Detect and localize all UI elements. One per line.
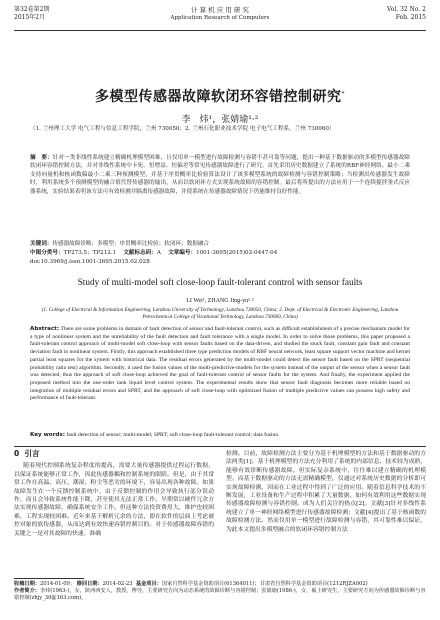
doc-code-label: 文献标志码： (123, 250, 157, 256)
fund-label: 基金项目： (135, 581, 162, 587)
bio-text: 李炜(1963-)，女，陕西西安人，教授，博导，主要研究方向为动态系统的故障诊断与容错控制；张婧瑜(1986-)，女，硕士研究生，主要研究方向为传感器故障诊断与容错控制(zhjy_30@163.com)。 (14, 588, 426, 601)
keywords-en-label: Key words: (30, 432, 65, 438)
footnote (14, 581, 426, 602)
abstract-zh-label: 摘 要： (30, 155, 53, 161)
body-column-left (14, 450, 214, 538)
title-zh-text: 多模型传感器故障软闭环容错控制研究 (95, 89, 342, 105)
date-zh: 2015年2月 (14, 14, 46, 21)
classification-zh (30, 249, 410, 257)
revised-label: 修回日期： (76, 581, 103, 587)
keywords-en (30, 432, 410, 440)
abstract-en-label: Abstract: (30, 326, 60, 332)
header-right (387, 6, 426, 22)
footnote-rule (14, 578, 84, 579)
title-en: Study of multi-model soft close-loop fault-tolerant control with sensor faults (77, 278, 363, 288)
footnote-bio (14, 588, 426, 602)
journal-name-en: Application Research of Computers (170, 15, 270, 21)
section-heading (14, 450, 214, 458)
affiliation-zh: （1. 兰州理工大学 电气工程与信息工程学院，兰州 730050；2. 兰州石化职业技术学院 电子电气工程系，兰州 730060） (30, 126, 335, 132)
volume-en: Vol. 32 No. 2 (386, 6, 426, 13)
received-label: 收稿日期： (14, 581, 40, 587)
volume-zh: 第32卷第2期 (14, 6, 50, 13)
doi: doi:10.3969/j.issn.1001-3695.2015.02.028 (30, 259, 150, 265)
abstract-en (30, 326, 410, 403)
section-title: 引言 (24, 449, 40, 458)
abstract-zh-text: 针对一类非线性系统建立精确机理模型困难、且仅用单一模型进行故障检测与容错不甚可靠等问题，提出一种基于数据驱动的多模型传感器故障软闭环容错控制方法，并对非线性系统中卡死、恒增益、恒偏差等常见传感器故障进行了研究。首先采用历史数据建立了系统的RBF神经网络、最小二乘支持向量机和核函数偏最小二乘三种预测模型，并基于序贯概率比检验算法设计了该多模型系统的故障检测与容错控制策略；当检测出传感器发生故障时，利用系统多个预测模型的融合值代替传感器的输出，从而以软闭环方式实现系统故障的容错控制。最后将所提出的方法应用于一个连续搅拌釜式反应器系统，实验结果表明该方法可有效检测并隔离传感器故障，并使系统在传感器故障情况下仍能维持良好性能。 (30, 155, 410, 195)
affiliation-en: (1. College of Electrical & Information Engineering, Lanzhou University of Technology, Lanzhou 730050, China; 2. Dept. of Electrical & Electronic Engineering, Lanzhou Petrochemical College of Vocational Technology, Lanzhou 730060, China) (41, 307, 399, 320)
revised-date: 2014-02-23 (102, 581, 133, 587)
body-paragraph-right: 检测。目前，故障检测方法主要分为基于机理模型的方法和基于数据驱动的方法两类[1]。基于机理模型的方法充分利用了系统的内部信息，技术较为成熟，能够有效诊断传感器故障。但实际复杂系统中，往往难以建立精确的机理模型。而基于数据驱动的方法无需精确模型，仅通过对系统历史数据的分析即可实现故障检测，因而在工业过程中得到了广泛的应用。随着信息科学技术的不断发展，工业设备和生产过程中积累了大量数据，如何有效利用这些数据实现传感器故障检测与容错控制，成为人们关注的热点[2]。文献[3]针对非线性系统建立了单一神经网络模型进行传感器故障检测；文献[4]提出了基于核函数的故障检测方法。然而仅用单一模型进行故障检测与容错，其可靠性难以保证，为此本文提出多模型融合的软闭环容错控制方法 (226, 451, 426, 533)
footnote-dates: 收稿日期：2014-01-09； 修回日期：2014-02-23 基金项目：国家自然科学基金资助项目(61364011)；甘肃省自然科学基金资助项目(1212RJZA002) (14, 581, 368, 587)
received-date: 2014-01-09 (39, 581, 70, 587)
header-rule (14, 30, 426, 31)
bio-label: 作者简介： (14, 588, 40, 594)
body-paragraph-left: 随着现代控制系统复杂程度的提高，需要大量传感器提供过程运行数据，以保证系统能够正常工作，因此传感器耦和控制系统的眼睛。但是，由于其常常工作在高温、高压、潮湿、粉尘等恶劣的环境下，容易出现各种故障。如果故障发生在一个反馈控制系统中，由于反馈控制的作用会导致执行部分误动作，而且会导致系统性能下降，甚至使其无法正常工作。早期常以硬件冗余方法实现传感器故障，确保系统安全工作。但这种方法投资费用大，维护也较困难，工程实现较困难。近年来基于解析冗余的方法，即在软件的层面上考虑被控对象的软传感器，从而达到有效快速容错控制目的。对于传感器故障容错的关键之一是对其故障的快速、准确 (14, 463, 214, 537)
keywords-en-text: fault detection of sensor; multi-model; SPRT; soft close-loop fault-tolerant control; data fusion (66, 432, 279, 438)
authors-en: LI Wei¹, ZHANG Jing-yu¹·² (186, 298, 254, 304)
article-number-label: 文章编号： (168, 250, 197, 256)
section-number: 0 (14, 449, 20, 458)
keywords-zh (30, 240, 410, 248)
doc-code-value: A (156, 250, 161, 256)
fund-text: 国家自然科学基金资助项目(61364011)；甘肃省自然科学基金资助项目(1212RJZA002) (161, 581, 368, 587)
clc-value: TP273.5；TP212.1 (63, 250, 117, 256)
journal-name-zh: 计 算 机 应 用 研 究 (191, 6, 249, 14)
body-column-right (226, 450, 426, 534)
keywords-zh-text: 传感器故障诊断；多模型；序贯概率比检验；软闭环；数据融合 (52, 241, 210, 247)
abstract-rule (14, 446, 426, 447)
running-header (14, 6, 426, 30)
title-zh (0, 86, 440, 106)
date-en: Feb. 2015 (395, 14, 426, 21)
authors-zh: 李 炜¹，张婧瑜¹·² (181, 115, 259, 125)
article-number-value: 1001-3695(2015)02-0447-04 (196, 250, 278, 256)
abstract-en-text: There are some problems in domain of fault detection of sensor and fault-tolerant control, such as difficult establishment of a precise mechanism model for a type of nonlinear system and the unreliability of the fault detection and fault tolerance with a single model. In order to solve those problems, this paper proposed a fault-tolerant control approach of multi-model soft close-loop with sensor faults based on the data-driven, and studied the stuck fault, constant gain fault and constant deviation fault in nonlinear system. Firstly, this approach established three type prediction models of RBF neural network, least square support vector machine and kernel partial least squares for the system with historical data. The residual errors generated by the multi-model could detect the sensor fault based on the SPRT (sequential probability ratio test) algorithm. Secondly, it used the fusion values of the multi-predictive-models for the system instead of the output of the sensor when a sensor fault was detected, thus the approach of soft close-loop achieved the goal of fault-tolerant control of sensor faults for the system. And finally, the experiment applied the proposed method into the one-order tank liquid level control system. The experimental results show that sensor fault diagnosis becomes more reliable based on integration of multiple residual errors and SPRT, and the approach of soft close-loop with optimized fusion of multiple predictive values can possess high safety and performance of fault-tolerant. (30, 326, 410, 402)
abstract-zh (30, 154, 410, 196)
title-footnote-mark: * (341, 90, 345, 98)
keywords-zh-label: 关键词： (30, 241, 53, 247)
clc-label: 中图分类号： (30, 250, 64, 256)
